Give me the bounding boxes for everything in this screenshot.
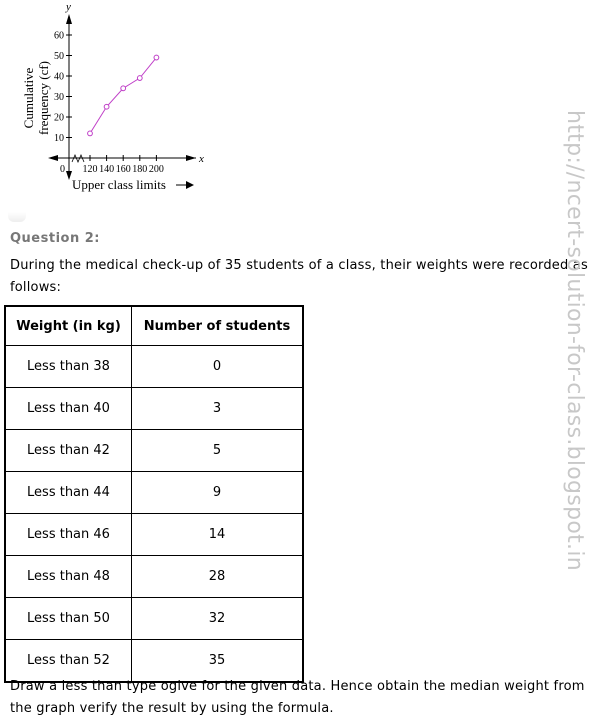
weights-table — [4, 305, 304, 683]
question-instruction: Draw a less than type ogive for the given data. Hence obtain the median weight from the graph verify the result by using the formula. — [10, 679, 585, 716]
table-cell-weight: Less than 48 — [5, 556, 132, 598]
y-tick-label: 40 — [54, 71, 64, 83]
y-tick-label: 30 — [54, 92, 64, 103]
x-tick-label: 140 — [99, 164, 115, 175]
table-row — [5, 430, 303, 472]
x-axis-label: Upper class limits — [72, 177, 166, 192]
table-row — [5, 514, 303, 556]
table-header-students: Number of students — [132, 306, 304, 346]
table-cell-weight: Less than 40 — [5, 388, 132, 430]
table-row — [5, 598, 303, 640]
x-tick-label: 160 — [115, 164, 131, 175]
question-intro: During the medical check-up of 35 students of a class, their weights were recorded as follows: — [10, 258, 588, 295]
table-header-row — [5, 306, 303, 346]
x-tick-label: 180 — [132, 164, 148, 175]
ogive-line — [90, 58, 156, 134]
origin-label: 0 — [60, 164, 65, 175]
y-axis-label-line2: frequency (cf) — [36, 61, 51, 135]
ogive-point — [137, 76, 142, 81]
table-cell-count: 9 — [132, 472, 304, 514]
question-heading: Question 2: — [10, 231, 100, 246]
x-tick-label: 200 — [148, 164, 164, 175]
table-row — [5, 472, 303, 514]
table-cell-weight: Less than 44 — [5, 472, 132, 514]
y-axis-arrow-up — [66, 14, 72, 24]
table-cell-weight: Less than 38 — [5, 346, 132, 388]
ogive-point — [121, 86, 126, 91]
table-cell-weight: Less than 52 — [5, 640, 132, 683]
table-cell-weight: Less than 46 — [5, 514, 132, 556]
table-cell-count: 14 — [132, 514, 304, 556]
x-tick-label: 120 — [82, 164, 98, 175]
y-axis-label-line1: Cumulative — [21, 67, 36, 129]
x-axis-symbol: x — [199, 153, 204, 165]
table-row — [5, 556, 303, 598]
y-tick-label: 10 — [54, 133, 64, 144]
table-cell-count: 32 — [132, 598, 304, 640]
table-cell-count: 28 — [132, 556, 304, 598]
table-cell-weight: Less than 42 — [5, 430, 132, 472]
y-tick-label: 20 — [54, 112, 64, 124]
y-tick-label: 60 — [54, 30, 64, 42]
x-axis-arrow-left — [48, 155, 58, 161]
table-row — [5, 346, 303, 388]
x-axis-arrow-right — [186, 155, 196, 161]
ogive-point — [88, 131, 93, 136]
watermark-text: http://ncert-solution-for-class.blogspot.in — [562, 110, 587, 571]
y-axis-symbol: y — [66, 1, 71, 13]
table-cell-count: 3 — [132, 388, 304, 430]
table-cell-count: 35 — [132, 640, 304, 683]
table-row — [5, 388, 303, 430]
ogive-chart — [0, 0, 300, 200]
table-cell-count: 5 — [132, 430, 304, 472]
table-cell-weight: Less than 50 — [5, 598, 132, 640]
decorative-fade — [8, 212, 26, 222]
ogive-point — [154, 55, 159, 60]
ogive-point — [104, 104, 109, 109]
y-tick-label: 50 — [54, 51, 64, 62]
table-cell-count: 0 — [132, 346, 304, 388]
table-header-weight: Weight (in kg) — [5, 306, 132, 346]
